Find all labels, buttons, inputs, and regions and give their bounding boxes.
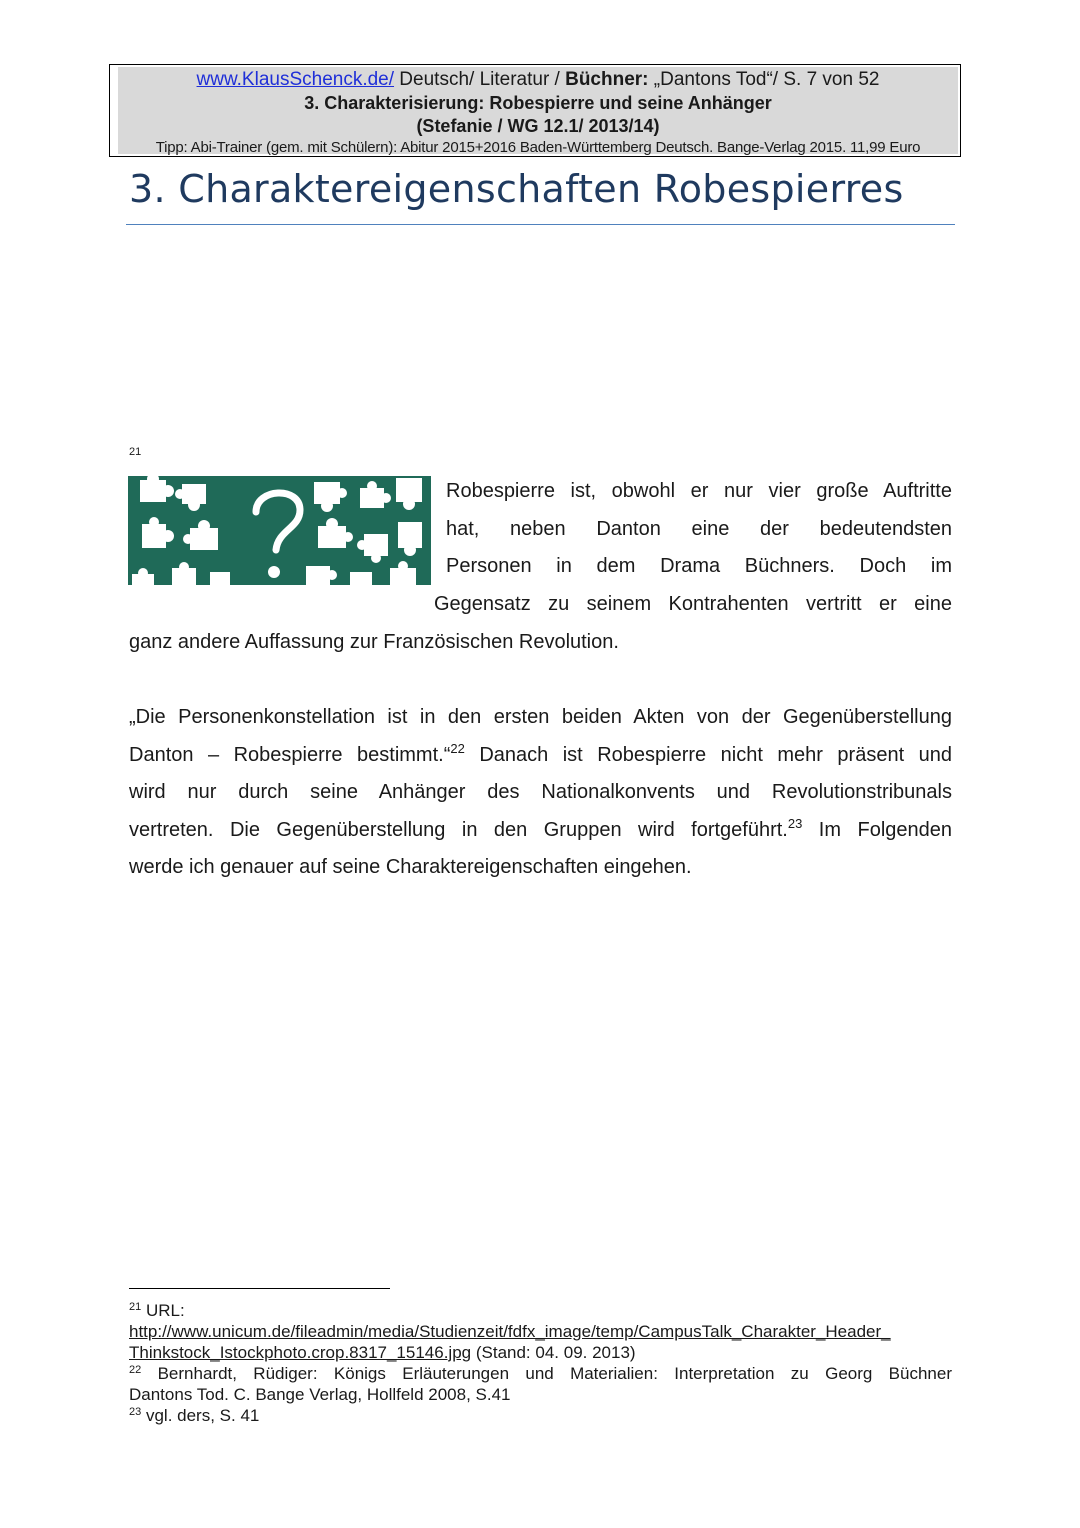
paragraph-1-line: hat, neben Danton eine der bedeutendsten (446, 517, 952, 540)
header-author-class: (Stefanie / WG 12.1/ 2013/14) (416, 116, 660, 136)
site-link[interactable]: www.KlausSchenck.de/ (196, 69, 395, 90)
footnote-23 (129, 1405, 952, 1426)
footnote-23-text: vgl. ders, S. 41 (141, 1406, 260, 1425)
header-tip: Tipp: Abi-Trainer (gem. mit Schülern): Abitur 2015+2016 Baden-Württemberg Deutsch. Bange-Verlag 2015. 11,99 Euro (155, 139, 921, 156)
paragraph-2-line: wird nur durch seine Anhänger des Nationalkonvents und Revolutionstribunals (129, 781, 952, 804)
page-header (109, 64, 961, 157)
header-author: Büchner: (565, 69, 649, 90)
paragraph-1-line: ganz andere Auffassung zur Französischen Revolution. (129, 631, 619, 653)
page-header-inner (118, 67, 958, 154)
paragraph-1-line: Robespierre ist, obwohl er nur vier große Auftritte (446, 480, 952, 502)
paragraph-2-text: vertreten. Die Gegenüberstellung in den Gruppen wird fortgeführt. (129, 818, 788, 841)
footnote-label: URL: (141, 1301, 185, 1320)
paragraph-2-line (129, 812, 952, 850)
quote-end: Danton – Robespierre bestimmt.“ (129, 743, 451, 766)
footnote-21-url[interactable]: http://www.unicum.de/fileadmin/media/Studienzeit/fdfx_image/temp/CampusTalk_Charakter_Header_ (129, 1322, 891, 1341)
footnote-ref-23: 23 (787, 815, 803, 831)
footnote-22 (129, 1363, 952, 1384)
footnote-number: 21 (129, 1301, 142, 1313)
paragraph-2-line: „Die Personenkonstellation ist in den ersten beiden Akten von der Gegenüberstellung (129, 706, 952, 728)
footnote-21-date: (Stand: 04. 09. 2013) (471, 1343, 636, 1362)
paragraph-2-text: Danach ist Robespierre nicht mehr präsent und (464, 743, 952, 766)
page-title: 3. Charaktereigenschaften Robespierres (129, 167, 904, 211)
paragraph-1-beside-image (446, 473, 952, 586)
footnote-number: 23 (129, 1406, 142, 1418)
image-footnote-marker: 21 (129, 446, 142, 458)
footnote-21 (129, 1300, 952, 1321)
paragraph-2 (129, 699, 952, 887)
footnote-22-line2: Dantons Tod. C. Bange Verlag, Hollfeld 2008, S.41 (129, 1385, 511, 1404)
footnote-rule (129, 1288, 390, 1289)
paragraph-2-line (129, 737, 952, 775)
footnote-ref-22: 22 (450, 740, 465, 756)
footnote-21-url-line2 (129, 1342, 952, 1363)
footnotes (129, 1300, 952, 1426)
footnote-number: 22 (129, 1364, 142, 1376)
header-subject: Deutsch/ Literatur / (394, 69, 566, 90)
title-rule (126, 224, 955, 225)
footnote-22-text: Bernhardt, Rüdiger: Königs Erläuterungen und Materialien: Interpretation zu Georg Büchner (141, 1364, 952, 1383)
paragraph-2-line: werde ich genauer auf seine Charaktereigenschaften eingehen. (129, 856, 692, 879)
header-line-1 (118, 68, 958, 92)
paragraph-1-line: Personen in dem Drama Büchners. Doch im (446, 555, 952, 578)
footnote-21-url-end[interactable]: Thinkstock_Istockphoto.crop.8317_15146.jpg (129, 1343, 472, 1362)
puzzle-question-icon (128, 476, 431, 585)
paragraph-2-text: Im Folgenden (802, 818, 952, 841)
header-work-page: „Dantons Tod“/ S. 7 von 52 (648, 69, 880, 90)
paragraph-1-line: Gegensatz zu seinem Kontrahenten vertritt er eine (434, 593, 952, 615)
puzzle-question-image (128, 476, 431, 585)
header-chapter: 3. Charakterisierung: Robespierre und seine Anhänger (304, 93, 772, 113)
